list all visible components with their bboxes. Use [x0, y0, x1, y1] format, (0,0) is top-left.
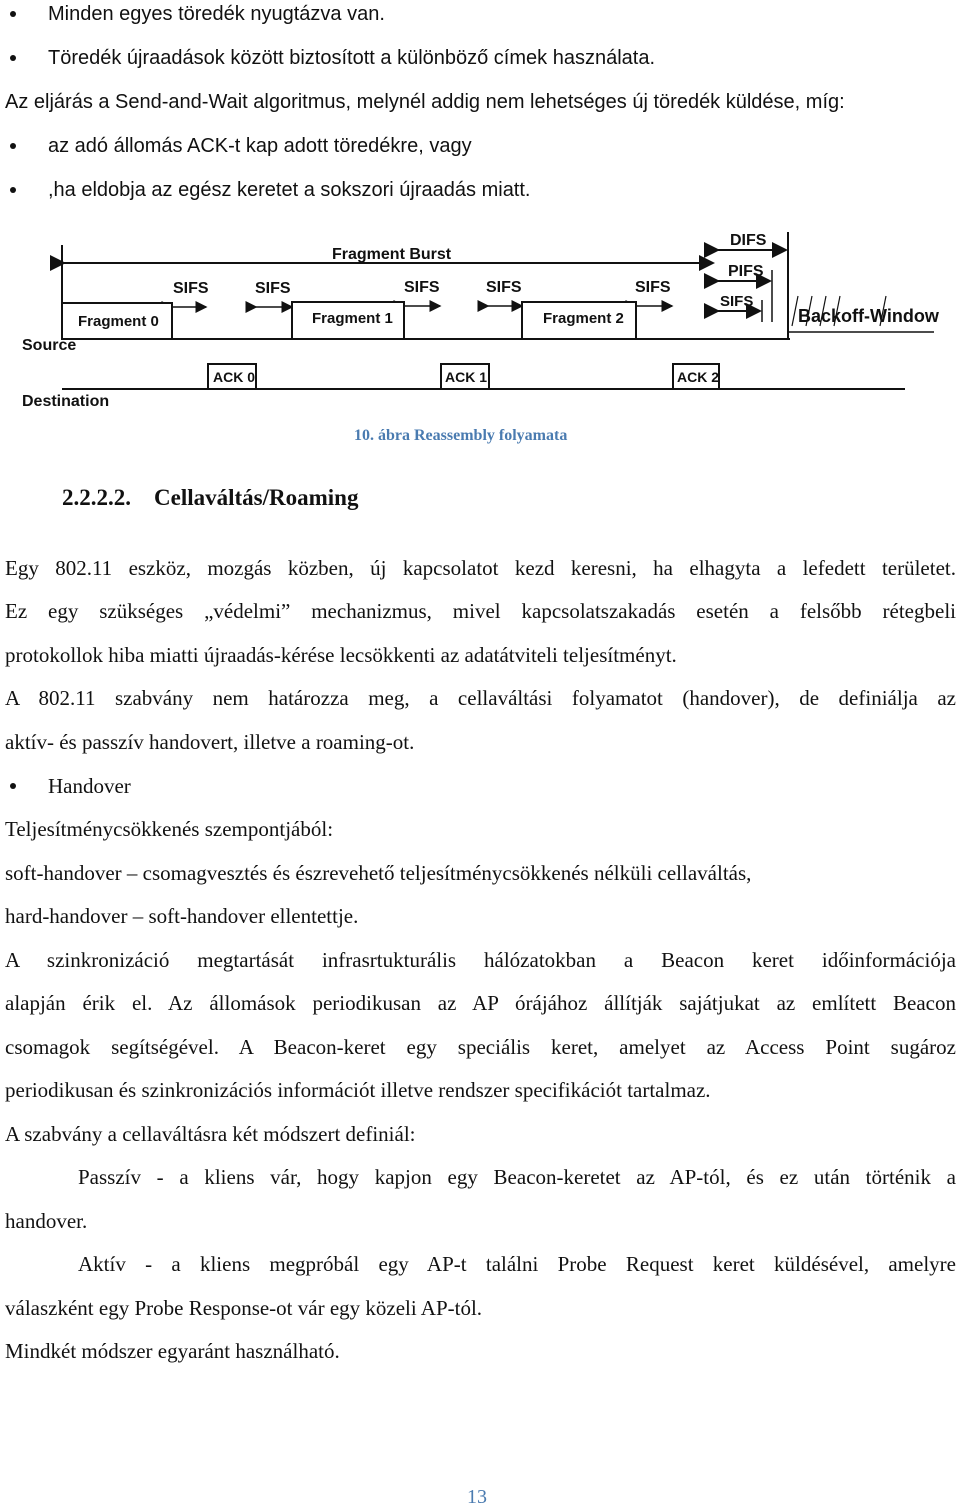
body-line: Aktív - a kliens megpróbál egy AP-t találni Probe Request keret küldésével, amelyre [78, 1252, 956, 1276]
sifs-label-5: SIFS [635, 279, 671, 296]
body-line: handover. [5, 1209, 88, 1233]
body-line: hard-handover – soft-handover ellentettje. [5, 904, 359, 928]
section-number: 2.2.2.2. [62, 485, 131, 510]
sifs-label-4: SIFS [486, 279, 522, 296]
body-line: alapján érik el. Az állomások periodikusan az AP órájához állítják sajátjukat az említett Beacon [5, 991, 956, 1015]
fragment-burst-label: Fragment Burst [332, 246, 452, 263]
backoff-window-label: Backoff-Window [798, 306, 939, 326]
body-line: Egy 802.11 eszköz, mozgás közben, új kapcsolatot kezd keresni, ha elhagyta a lefedett területet. [5, 556, 956, 580]
sifs-label-2: SIFS [255, 280, 291, 297]
difs-label: DIFS [730, 232, 767, 249]
handover-bullet: Handover [48, 774, 131, 798]
bullet-item-1: Minden egyes töredék nyugtázva van. [48, 3, 385, 25]
body-line: A szabvány a cellaváltásra két módszert definiál: [5, 1122, 416, 1146]
body-line: A 802.11 szabvány nem határozza meg, a cellaváltási folyamatot (handover), de definiálja az [5, 686, 956, 710]
page-number: 13 [467, 1486, 487, 1508]
body-line: Mindkét módszer egyaránt használható. [5, 1339, 340, 1363]
figure-caption: 10. ábra Reassembly folyamata [354, 427, 568, 444]
body-line: Ez egy szükséges „védelmi” mechanizmus, mivel kapcsolatszakadás esetén a felsőbb rétegbeli [5, 599, 956, 623]
fragment-2-label: Fragment 2 [543, 310, 624, 327]
body-line: válaszként egy Probe Response-ot vár egy közeli AP-tól. [5, 1296, 483, 1320]
ack-0-label: ACK 0 [213, 369, 256, 385]
destination-label: Destination [22, 393, 110, 410]
ack-2-label: ACK 2 [677, 369, 720, 385]
sifs-label-1: SIFS [173, 280, 209, 297]
bullet-item-2: Töredék újraadások között biztosított a különböző címek használata. [48, 47, 656, 69]
fragment-0-label: Fragment 0 [78, 313, 159, 330]
intro-line: Az eljárás a Send-and-Wait algoritmus, melynél addig nem lehetséges új töredék küldése, míg: [5, 91, 845, 113]
section-title: Cellaváltás/Roaming [154, 485, 359, 510]
body-line: soft-handover – csomagvesztés és észrevehető teljesítménycsökkenés nélküli cellaváltás, [5, 861, 752, 885]
sifs-label-right: SIFS [720, 293, 754, 310]
bullet-dot [10, 783, 16, 789]
pifs-label: PIFS [728, 263, 764, 280]
body-line: Passzív - a kliens vár, hogy kapjon egy Beacon-keretet az AP-tól, és ez után történik a [78, 1165, 956, 1189]
ack-1-label: ACK 1 [445, 369, 488, 385]
bullet-item-4: ,ha eldobja az egész keretet a sokszori újraadás miatt. [48, 179, 531, 201]
body-line: csomagok segítségével. A Beacon-keret egy speciális keret, amelyet az Access Point sugároz [5, 1035, 956, 1059]
body-line: Teljesítménycsökkenés szempontjából: [5, 817, 334, 841]
section-heading [62, 484, 358, 512]
source-label: Source [22, 337, 77, 354]
body-line: aktív- és passzív handovert, illetve a roaming-ot. [5, 730, 415, 754]
body-line: A szinkronizáció megtartását infrasrtukturális hálózatokban a Beacon keret időinformációja [5, 948, 956, 972]
body-line: protokollok hiba miatti újraadás-kérése lecsökkenti az adatátviteli teljesítményt. [5, 643, 677, 667]
fragment-1-label: Fragment 1 [312, 310, 393, 327]
body-line: periodikusan és szinkronizációs információt illetve rendszer specifikációt tartalmaz. [5, 1078, 711, 1102]
bullet-item-3: az adó állomás ACK-t kap adott töredékre, vagy [48, 135, 472, 157]
sifs-label-3: SIFS [404, 279, 440, 296]
reassembly-timing-diagram [0, 0, 960, 420]
